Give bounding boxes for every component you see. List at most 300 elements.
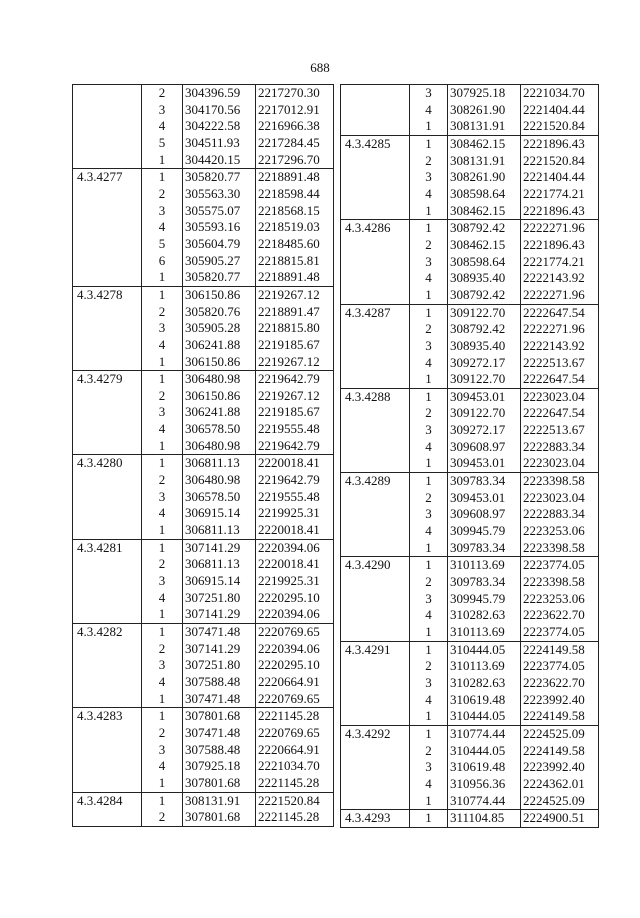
table-row <box>341 371 599 388</box>
parcel-code-cell: 4.3.4286 <box>341 220 410 237</box>
parcel-code-cell <box>73 337 142 354</box>
table-row <box>341 810 599 828</box>
table-row <box>341 759 599 776</box>
y-coordinate-cell: 2223253.06 <box>521 523 599 540</box>
y-coordinate-cell: 2220018.41 <box>256 522 334 539</box>
x-coordinate-cell: 310282.63 <box>448 607 521 624</box>
y-coordinate-cell: 2218485.60 <box>256 236 334 253</box>
table-row <box>341 692 599 709</box>
table-row <box>341 439 599 456</box>
x-coordinate-cell: 308598.64 <box>448 254 521 271</box>
table-row <box>73 742 334 759</box>
y-coordinate-cell: 2219555.48 <box>256 489 334 506</box>
parcel-code-cell <box>341 422 410 439</box>
parcel-code-cell <box>341 371 410 388</box>
x-coordinate-cell: 306578.50 <box>183 421 256 438</box>
coordinate-table-right <box>340 84 599 828</box>
x-coordinate-cell: 310619.48 <box>448 692 521 709</box>
y-coordinate-cell: 2222647.54 <box>521 371 599 388</box>
point-index-cell: 3 <box>142 404 183 421</box>
y-coordinate-cell: 2222143.92 <box>521 338 599 355</box>
x-coordinate-cell: 309783.34 <box>448 540 521 557</box>
parcel-code-cell <box>341 287 410 304</box>
x-coordinate-cell: 310956.36 <box>448 776 521 793</box>
parcel-code-cell <box>341 692 410 709</box>
x-coordinate-cell: 306811.13 <box>183 556 256 573</box>
y-coordinate-cell: 2221404.44 <box>521 102 599 119</box>
point-index-cell: 1 <box>410 118 448 135</box>
point-index-cell: 3 <box>142 102 183 119</box>
y-coordinate-cell: 2217296.70 <box>256 152 334 169</box>
x-coordinate-cell: 307801.68 <box>183 775 256 792</box>
table-row <box>341 776 599 793</box>
parcel-code-cell <box>73 236 142 253</box>
parcel-code-cell <box>73 203 142 220</box>
y-coordinate-cell: 2221145.28 <box>256 809 334 826</box>
table-row <box>73 573 334 590</box>
y-coordinate-cell: 2219555.48 <box>256 421 334 438</box>
table-row <box>341 203 599 220</box>
point-index-cell: 2 <box>410 490 448 507</box>
y-coordinate-cell: 2221896.43 <box>521 237 599 254</box>
point-index-cell: 1 <box>410 557 448 574</box>
x-coordinate-cell: 308935.40 <box>448 270 521 287</box>
table-row <box>341 658 599 675</box>
y-coordinate-cell: 2223023.04 <box>521 455 599 472</box>
parcel-code-cell: 4.3.4287 <box>341 304 410 321</box>
x-coordinate-cell: 305820.77 <box>183 169 256 186</box>
table-row <box>341 102 599 119</box>
parcel-code-cell <box>73 186 142 203</box>
point-index-cell: 3 <box>410 591 448 608</box>
table-row <box>73 337 334 354</box>
y-coordinate-cell: 2223023.04 <box>521 490 599 507</box>
y-coordinate-cell: 2219267.12 <box>256 286 334 303</box>
parcel-code-cell: 4.3.4288 <box>341 388 410 405</box>
x-coordinate-cell: 304170.56 <box>183 102 256 119</box>
x-coordinate-cell: 306480.98 <box>183 472 256 489</box>
point-index-cell: 3 <box>142 489 183 506</box>
x-coordinate-cell: 308792.42 <box>448 220 521 237</box>
point-index-cell: 1 <box>410 624 448 641</box>
x-coordinate-cell: 309945.79 <box>448 591 521 608</box>
y-coordinate-cell: 2220394.06 <box>256 641 334 658</box>
y-coordinate-cell: 2224900.51 <box>521 810 599 828</box>
parcel-code-cell <box>73 102 142 119</box>
point-index-cell: 4 <box>142 219 183 236</box>
table-row <box>73 186 334 203</box>
x-coordinate-cell: 308792.42 <box>448 321 521 338</box>
point-index-cell: 1 <box>142 152 183 169</box>
y-coordinate-cell: 2222883.34 <box>521 506 599 523</box>
parcel-code-cell <box>341 186 410 203</box>
y-coordinate-cell: 2223398.58 <box>521 574 599 591</box>
y-coordinate-cell: 2220769.65 <box>256 725 334 742</box>
table-row <box>341 422 599 439</box>
x-coordinate-cell: 310113.69 <box>448 557 521 574</box>
x-coordinate-cell: 307251.80 <box>183 657 256 674</box>
point-index-cell: 4 <box>142 590 183 607</box>
x-coordinate-cell: 304420.15 <box>183 152 256 169</box>
table-row <box>341 304 599 321</box>
table-row <box>73 253 334 270</box>
x-coordinate-cell: 310444.05 <box>448 743 521 760</box>
x-coordinate-cell: 309783.34 <box>448 574 521 591</box>
table-row <box>341 708 599 725</box>
point-index-cell: 4 <box>410 186 448 203</box>
parcel-code-cell: 4.3.4289 <box>341 473 410 490</box>
table-row <box>341 506 599 523</box>
parcel-code-cell <box>341 118 410 135</box>
y-coordinate-cell: 2219185.67 <box>256 337 334 354</box>
x-coordinate-cell: 307471.48 <box>183 725 256 742</box>
point-index-cell: 5 <box>142 135 183 152</box>
point-index-cell: 1 <box>410 371 448 388</box>
table-row <box>341 270 599 287</box>
x-coordinate-cell: 307925.18 <box>183 758 256 775</box>
point-index-cell: 1 <box>142 624 183 641</box>
y-coordinate-cell: 2220295.10 <box>256 657 334 674</box>
x-coordinate-cell: 305563.30 <box>183 186 256 203</box>
parcel-code-cell <box>73 775 142 792</box>
y-coordinate-cell: 2218891.48 <box>256 169 334 186</box>
parcel-code-cell <box>73 118 142 135</box>
x-coordinate-cell: 307141.29 <box>183 641 256 658</box>
point-index-cell: 2 <box>142 641 183 658</box>
x-coordinate-cell: 305593.16 <box>183 219 256 236</box>
point-index-cell: 4 <box>410 692 448 709</box>
point-index-cell: 4 <box>410 776 448 793</box>
table-row <box>73 102 334 119</box>
y-coordinate-cell: 2221896.43 <box>521 203 599 220</box>
table-row <box>73 404 334 421</box>
y-coordinate-cell: 2218891.47 <box>256 304 334 321</box>
point-index-cell: 1 <box>410 473 448 490</box>
x-coordinate-cell: 308462.15 <box>448 135 521 152</box>
y-coordinate-cell: 2221404.44 <box>521 169 599 186</box>
x-coordinate-cell: 305820.77 <box>183 269 256 286</box>
y-coordinate-cell: 2221034.70 <box>521 85 599 102</box>
table-row <box>73 539 334 556</box>
point-index-cell: 1 <box>142 792 183 809</box>
y-coordinate-cell: 2223992.40 <box>521 692 599 709</box>
table-row <box>73 691 334 708</box>
parcel-code-cell <box>341 237 410 254</box>
x-coordinate-cell: 307588.48 <box>183 674 256 691</box>
table-row <box>341 220 599 237</box>
parcel-code-cell <box>341 169 410 186</box>
y-coordinate-cell: 2222271.96 <box>521 321 599 338</box>
y-coordinate-cell: 2221520.84 <box>521 153 599 170</box>
y-coordinate-cell: 2223398.58 <box>521 540 599 557</box>
point-index-cell: 4 <box>410 270 448 287</box>
y-coordinate-cell: 2219925.31 <box>256 505 334 522</box>
y-coordinate-cell: 2222883.34 <box>521 439 599 456</box>
x-coordinate-cell: 307471.48 <box>183 624 256 641</box>
parcel-code-cell <box>73 674 142 691</box>
point-index-cell: 4 <box>142 505 183 522</box>
y-coordinate-cell: 2216966.38 <box>256 118 334 135</box>
parcel-code-cell <box>73 404 142 421</box>
x-coordinate-cell: 305820.76 <box>183 304 256 321</box>
point-index-cell: 2 <box>410 574 448 591</box>
x-coordinate-cell: 307925.18 <box>448 85 521 102</box>
table-row <box>73 354 334 371</box>
y-coordinate-cell: 2220664.91 <box>256 674 334 691</box>
table-row <box>341 793 599 810</box>
parcel-code-cell <box>73 438 142 455</box>
x-coordinate-cell: 306241.88 <box>183 337 256 354</box>
point-index-cell: 1 <box>142 269 183 286</box>
point-index-cell: 3 <box>410 506 448 523</box>
table-row <box>73 304 334 321</box>
x-coordinate-cell: 310282.63 <box>448 675 521 692</box>
y-coordinate-cell: 2218815.80 <box>256 320 334 337</box>
parcel-code-cell <box>341 439 410 456</box>
point-index-cell: 1 <box>142 438 183 455</box>
x-coordinate-cell: 306480.98 <box>183 438 256 455</box>
point-index-cell: 4 <box>410 102 448 119</box>
y-coordinate-cell: 2223253.06 <box>521 591 599 608</box>
x-coordinate-cell: 309272.17 <box>448 355 521 372</box>
parcel-code-cell <box>73 85 142 102</box>
parcel-code-cell: 4.3.4282 <box>73 624 142 641</box>
parcel-code-cell <box>73 641 142 658</box>
point-index-cell: 2 <box>142 304 183 321</box>
point-index-cell: 1 <box>142 522 183 539</box>
x-coordinate-cell: 309453.01 <box>448 388 521 405</box>
point-index-cell: 1 <box>142 371 183 388</box>
point-index-cell: 4 <box>410 523 448 540</box>
x-coordinate-cell: 310113.69 <box>448 658 521 675</box>
table-row <box>73 641 334 658</box>
y-coordinate-cell: 2219642.79 <box>256 438 334 455</box>
parcel-code-cell <box>73 354 142 371</box>
y-coordinate-cell: 2220769.65 <box>256 624 334 641</box>
table-row <box>73 219 334 236</box>
point-index-cell: 1 <box>410 304 448 321</box>
y-coordinate-cell: 2221896.43 <box>521 135 599 152</box>
table-row <box>73 135 334 152</box>
y-coordinate-cell: 2217284.45 <box>256 135 334 152</box>
point-index-cell: 1 <box>410 203 448 220</box>
parcel-code-cell <box>73 590 142 607</box>
y-coordinate-cell: 2220018.41 <box>256 556 334 573</box>
point-index-cell: 4 <box>142 421 183 438</box>
point-index-cell: 3 <box>142 203 183 220</box>
point-index-cell: 3 <box>410 675 448 692</box>
parcel-code-cell <box>73 152 142 169</box>
table-row <box>341 237 599 254</box>
point-index-cell: 4 <box>142 337 183 354</box>
y-coordinate-cell: 2221520.84 <box>521 118 599 135</box>
table-row <box>73 590 334 607</box>
y-coordinate-cell: 2224362.01 <box>521 776 599 793</box>
table-row <box>73 674 334 691</box>
point-index-cell: 3 <box>410 338 448 355</box>
parcel-code-cell <box>341 574 410 591</box>
point-index-cell: 3 <box>410 759 448 776</box>
point-index-cell: 1 <box>142 606 183 623</box>
parcel-code-cell <box>73 388 142 405</box>
table-row <box>73 758 334 775</box>
x-coordinate-cell: 306241.88 <box>183 404 256 421</box>
table-row <box>73 269 334 286</box>
parcel-code-cell <box>73 219 142 236</box>
table-row <box>341 355 599 372</box>
y-coordinate-cell: 2224525.09 <box>521 725 599 742</box>
x-coordinate-cell: 308131.91 <box>183 792 256 809</box>
x-coordinate-cell: 307141.29 <box>183 606 256 623</box>
y-coordinate-cell: 2223023.04 <box>521 388 599 405</box>
x-coordinate-cell: 304222.58 <box>183 118 256 135</box>
table-row <box>73 85 334 102</box>
x-coordinate-cell: 310444.05 <box>448 641 521 658</box>
parcel-code-cell <box>341 675 410 692</box>
y-coordinate-cell: 2220394.06 <box>256 539 334 556</box>
coordinate-table-left <box>72 84 334 827</box>
x-coordinate-cell: 306578.50 <box>183 489 256 506</box>
x-coordinate-cell: 306915.14 <box>183 573 256 590</box>
x-coordinate-cell: 306150.86 <box>183 286 256 303</box>
x-coordinate-cell: 309122.70 <box>448 371 521 388</box>
parcel-code-cell <box>341 338 410 355</box>
table-row <box>73 708 334 725</box>
parcel-code-cell <box>341 85 410 102</box>
y-coordinate-cell: 2220295.10 <box>256 590 334 607</box>
x-coordinate-cell: 305575.07 <box>183 203 256 220</box>
parcel-code-cell <box>73 304 142 321</box>
point-index-cell: 4 <box>410 607 448 624</box>
table-row <box>341 186 599 203</box>
parcel-code-cell <box>73 691 142 708</box>
x-coordinate-cell: 311104.85 <box>448 810 521 828</box>
y-coordinate-cell: 2222143.92 <box>521 270 599 287</box>
table-row <box>341 85 599 102</box>
point-index-cell: 3 <box>410 254 448 271</box>
table-row <box>341 743 599 760</box>
parcel-code-cell <box>73 253 142 270</box>
y-coordinate-cell: 2221774.21 <box>521 186 599 203</box>
table-row <box>341 574 599 591</box>
y-coordinate-cell: 2222513.67 <box>521 422 599 439</box>
x-coordinate-cell: 304396.59 <box>183 85 256 102</box>
parcel-code-cell <box>341 793 410 810</box>
point-index-cell: 1 <box>410 810 448 828</box>
y-coordinate-cell: 2224525.09 <box>521 793 599 810</box>
table-row <box>73 505 334 522</box>
point-index-cell: 1 <box>142 539 183 556</box>
parcel-code-cell <box>341 506 410 523</box>
x-coordinate-cell: 307471.48 <box>183 691 256 708</box>
x-coordinate-cell: 308131.91 <box>448 118 521 135</box>
parcel-code-cell: 4.3.4281 <box>73 539 142 556</box>
x-coordinate-cell: 308935.40 <box>448 338 521 355</box>
y-coordinate-cell: 2219185.67 <box>256 404 334 421</box>
parcel-code-cell <box>341 455 410 472</box>
point-index-cell: 3 <box>410 85 448 102</box>
y-coordinate-cell: 2224149.58 <box>521 708 599 725</box>
y-coordinate-cell: 2218815.81 <box>256 253 334 270</box>
x-coordinate-cell: 310774.44 <box>448 793 521 810</box>
y-coordinate-cell: 2222271.96 <box>521 287 599 304</box>
parcel-code-cell <box>73 320 142 337</box>
table-row <box>73 421 334 438</box>
point-index-cell: 3 <box>142 742 183 759</box>
table-row <box>341 490 599 507</box>
y-coordinate-cell: 2222513.67 <box>521 355 599 372</box>
parcel-code-cell <box>73 809 142 826</box>
x-coordinate-cell: 306480.98 <box>183 371 256 388</box>
table-row <box>341 557 599 574</box>
table-row <box>341 725 599 742</box>
parcel-code-cell: 4.3.4291 <box>341 641 410 658</box>
y-coordinate-cell: 2219267.12 <box>256 354 334 371</box>
point-index-cell: 2 <box>142 556 183 573</box>
parcel-code-cell <box>341 102 410 119</box>
parcel-code-cell <box>73 758 142 775</box>
y-coordinate-cell: 2217270.30 <box>256 85 334 102</box>
parcel-code-cell <box>73 556 142 573</box>
x-coordinate-cell: 309453.01 <box>448 455 521 472</box>
y-coordinate-cell: 2221774.21 <box>521 254 599 271</box>
point-index-cell: 1 <box>142 455 183 472</box>
table-row <box>341 338 599 355</box>
x-coordinate-cell: 309945.79 <box>448 523 521 540</box>
y-coordinate-cell: 2217012.91 <box>256 102 334 119</box>
x-coordinate-cell: 309122.70 <box>448 304 521 321</box>
point-index-cell: 2 <box>410 405 448 422</box>
table-row <box>341 473 599 490</box>
x-coordinate-cell: 306811.13 <box>183 455 256 472</box>
table-row <box>341 321 599 338</box>
point-index-cell: 1 <box>410 708 448 725</box>
x-coordinate-cell: 305905.28 <box>183 320 256 337</box>
point-index-cell: 2 <box>410 237 448 254</box>
table-row <box>341 388 599 405</box>
x-coordinate-cell: 308792.42 <box>448 287 521 304</box>
parcel-code-cell: 4.3.4277 <box>73 169 142 186</box>
point-index-cell: 4 <box>410 439 448 456</box>
x-coordinate-cell: 310774.44 <box>448 725 521 742</box>
point-index-cell: 1 <box>410 287 448 304</box>
point-index-cell: 2 <box>410 321 448 338</box>
point-index-cell: 1 <box>410 455 448 472</box>
table-row <box>341 254 599 271</box>
table-row <box>73 455 334 472</box>
point-index-cell: 1 <box>142 286 183 303</box>
parcel-code-cell: 4.3.4280 <box>73 455 142 472</box>
parcel-code-cell <box>341 540 410 557</box>
x-coordinate-cell: 307801.68 <box>183 809 256 826</box>
point-index-cell: 1 <box>410 793 448 810</box>
point-index-cell: 4 <box>142 674 183 691</box>
point-index-cell: 2 <box>142 388 183 405</box>
table-row <box>73 657 334 674</box>
x-coordinate-cell: 306150.86 <box>183 388 256 405</box>
y-coordinate-cell: 2220769.65 <box>256 691 334 708</box>
table-row <box>73 624 334 641</box>
table-row <box>73 320 334 337</box>
x-coordinate-cell: 307251.80 <box>183 590 256 607</box>
parcel-code-cell <box>73 657 142 674</box>
point-index-cell: 1 <box>410 220 448 237</box>
y-coordinate-cell: 2219642.79 <box>256 472 334 489</box>
x-coordinate-cell: 308598.64 <box>448 186 521 203</box>
point-index-cell: 2 <box>142 725 183 742</box>
y-coordinate-cell: 2220394.06 <box>256 606 334 623</box>
point-index-cell: 1 <box>410 388 448 405</box>
